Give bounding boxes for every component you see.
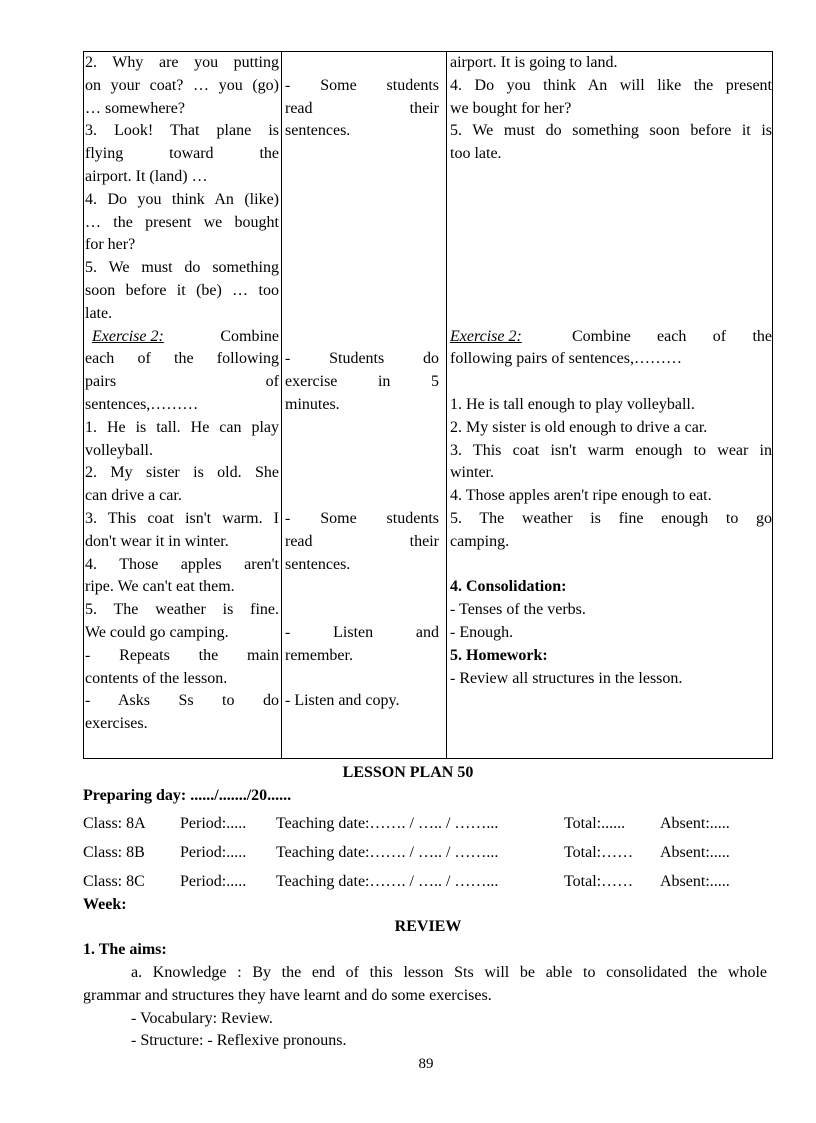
absent-label: Absent:.....: [660, 844, 730, 861]
table-line: 1. He is tall. He can play: [85, 418, 279, 436]
table-line: - Repeats the main: [85, 646, 279, 664]
answer-line: 1. He is tall enough to play volleyball.: [450, 395, 695, 413]
teaching-date: Teaching date:……. / ….. / ……...: [276, 815, 499, 832]
table-line: 4. Do you think An (like): [85, 190, 279, 208]
table-line: - Some students: [285, 76, 439, 94]
table-line: ripe. We can't eat them.: [85, 578, 235, 596]
lesson-title: LESSON PLAN 50: [342, 764, 474, 781]
column-divider: [446, 52, 447, 758]
exercise-heading: [450, 326, 772, 349]
table-line: 3. This coat isn't warm. I: [85, 509, 279, 527]
table-line: 5. We must do something soon before it is: [450, 122, 772, 140]
table-line: contents of the lesson.: [85, 669, 228, 687]
table-line: airport. It (land) …: [85, 167, 208, 185]
period-label: Period:.....: [180, 873, 247, 890]
table-line: volleyball.: [85, 441, 153, 459]
consolidation-heading: 4. Consolidation:: [450, 578, 567, 596]
answer-line: 3. This coat isn't warm enough to wear in: [450, 441, 772, 459]
exercise-instruction: Combine: [220, 327, 279, 345]
table-line: read their: [285, 532, 439, 550]
preparing-day: Preparing day: ....../......./20......: [83, 787, 292, 804]
review-title: REVIEW: [394, 918, 462, 935]
table-line: - Tenses of the verbs.: [450, 601, 586, 619]
table-line: don't wear it in winter.: [85, 532, 229, 550]
table-line: - Review all structures in the lesson.: [450, 669, 683, 687]
table-line: sentences.: [285, 555, 351, 573]
table-line: read their: [285, 99, 439, 117]
aims-heading: 1. The aims:: [83, 941, 167, 958]
table-line: exercise in 5: [285, 373, 439, 391]
table-line: pairs of: [85, 373, 279, 391]
exercise-heading: [85, 326, 279, 349]
structure-line: - Structure: - Reflexive pronouns.: [131, 1032, 347, 1049]
table-line: - Some students: [285, 509, 439, 527]
total-label: Total:......: [564, 815, 626, 832]
table-line: on your coat? … you (go): [85, 76, 279, 94]
table-line: 2. My sister is old. She: [85, 464, 279, 482]
table-line: 2. Why are you putting: [85, 54, 279, 71]
knowledge-line: a. Knowledge : By the end of this lesson Sts will be able to consolidated the whole: [131, 964, 767, 981]
table-line: … somewhere?: [85, 99, 185, 117]
table-line: - Students do: [285, 350, 439, 368]
class-label: Class: 8A: [83, 815, 146, 832]
table-line: too late.: [450, 145, 502, 163]
student-activities-column: [285, 52, 439, 713]
table-line: we bought for her?: [450, 99, 572, 117]
exercise-label: Exercise 2:: [92, 327, 164, 345]
table-line: airport. It is going to land.: [450, 54, 618, 71]
answer-line: camping.: [450, 532, 510, 550]
table-line: minutes.: [285, 395, 340, 413]
vocabulary-line: - Vocabulary: Review.: [131, 1010, 273, 1027]
lesson-table: [83, 51, 773, 759]
table-line: sentences,………: [85, 395, 199, 413]
total-label: Total:……: [564, 873, 634, 890]
total-label: Total:……: [564, 844, 634, 861]
week-label: Week:: [83, 896, 127, 913]
table-line: soon before it (be) … too: [85, 281, 279, 299]
table-line: 3. Look! That plane is: [85, 122, 279, 140]
table-line: - Asks Ss to do: [85, 692, 279, 710]
table-line: for her?: [85, 236, 136, 254]
absent-label: Absent:.....: [660, 815, 730, 832]
table-line: 4. Those apples aren't: [85, 555, 279, 573]
table-line: … the present we bought: [85, 213, 279, 231]
class-label: Class: 8C: [83, 873, 145, 890]
table-line: 5. The weather is fine.: [85, 601, 279, 619]
table-line: - Listen and copy.: [285, 692, 400, 710]
answer-line: 5. The weather is fine enough to go: [450, 509, 772, 527]
table-line: 4. Do you think An will like the present: [450, 76, 772, 94]
absent-label: Absent:.....: [660, 873, 730, 890]
class-label: Class: 8B: [83, 844, 145, 861]
table-line: exercises.: [85, 715, 148, 733]
table-line: - Listen and: [285, 623, 439, 641]
answer-line: winter.: [450, 464, 494, 482]
teacher-activities-column: [85, 52, 279, 736]
knowledge-line: grammar and structures they have learnt and do some exercises.: [83, 987, 492, 1004]
teaching-date: Teaching date:……. / ….. / ……...: [276, 844, 499, 861]
table-line: sentences.: [285, 122, 351, 140]
homework-heading: 5. Homework:: [450, 646, 548, 664]
table-line: late.: [85, 304, 113, 322]
period-label: Period:.....: [180, 815, 247, 832]
period-label: Period:.....: [180, 844, 247, 861]
table-line: following pairs of sentences,………: [450, 350, 682, 368]
exercise-label: Exercise 2:: [450, 327, 522, 345]
answer-line: 4. Those apples aren't ripe enough to eat.: [450, 487, 712, 505]
table-line: each of the following: [85, 350, 279, 368]
page-number: 89: [418, 1056, 434, 1072]
table-line: 5. We must do something: [85, 259, 279, 277]
table-line: We could go camping.: [85, 623, 229, 641]
table-line: can drive a car.: [85, 487, 182, 505]
answer-line: 2. My sister is old enough to drive a car.: [450, 418, 708, 436]
table-line: - Enough.: [450, 623, 514, 641]
table-line: flying toward the: [85, 145, 279, 163]
exercise-instruction: Combine each of the: [572, 327, 772, 345]
table-line: remember.: [285, 646, 353, 664]
content-column: [450, 52, 772, 690]
column-divider: [281, 52, 282, 758]
teaching-date: Teaching date:……. / ….. / ……...: [276, 873, 499, 890]
